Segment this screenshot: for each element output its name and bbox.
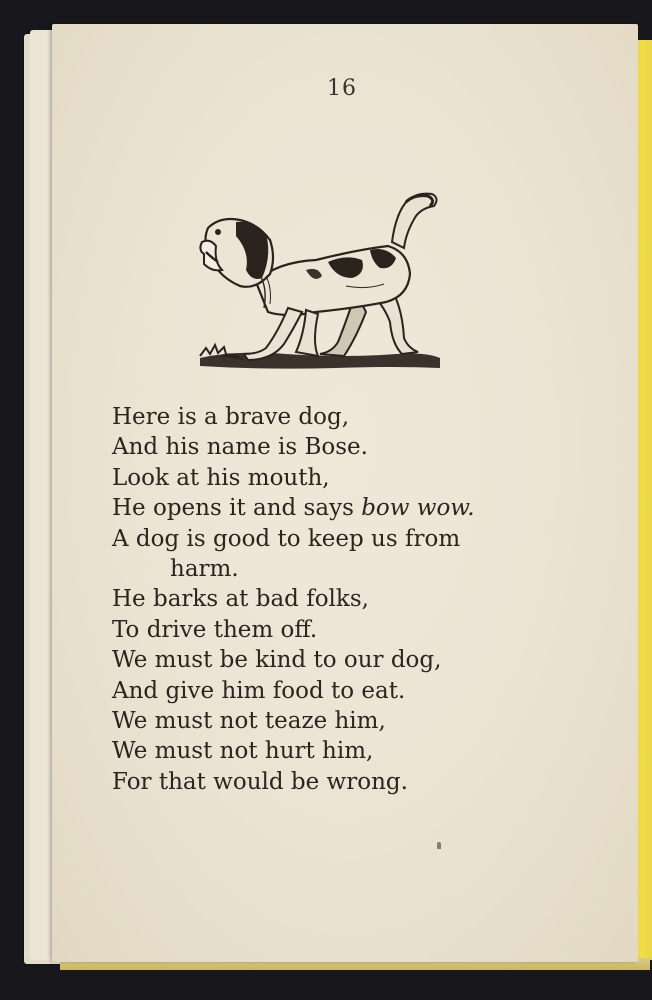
book-page <box>52 24 638 962</box>
dog-illustration <box>196 162 444 404</box>
page-number: 16 <box>327 76 357 101</box>
verse-emphasis: bow wow. <box>361 495 475 522</box>
verse-line: And his name is Bose. <box>112 434 368 461</box>
verse-line: We must not teaze him, <box>112 708 386 735</box>
verse-line: He barks at bad folks, <box>112 586 369 613</box>
verse-line: A dog is good to keep us from <box>112 525 461 552</box>
ink-speck <box>437 842 441 849</box>
verse-line: And give him food to eat. <box>112 677 406 704</box>
verse-line: To drive them off. <box>112 616 318 643</box>
verse-line: For that would be wrong. <box>112 768 408 795</box>
verse-line: harm. <box>170 556 239 583</box>
verse-line: We must be kind to our dog, <box>112 647 442 674</box>
verse-line <box>112 493 592 523</box>
verse-line: We must not hurt him, <box>112 738 374 765</box>
verse-line: Here is a brave dog, <box>112 404 350 430</box>
verse-line: Look at his mouth, <box>112 464 330 491</box>
verse-line-text: He opens it and says <box>112 495 362 522</box>
verse-text <box>112 402 592 797</box>
